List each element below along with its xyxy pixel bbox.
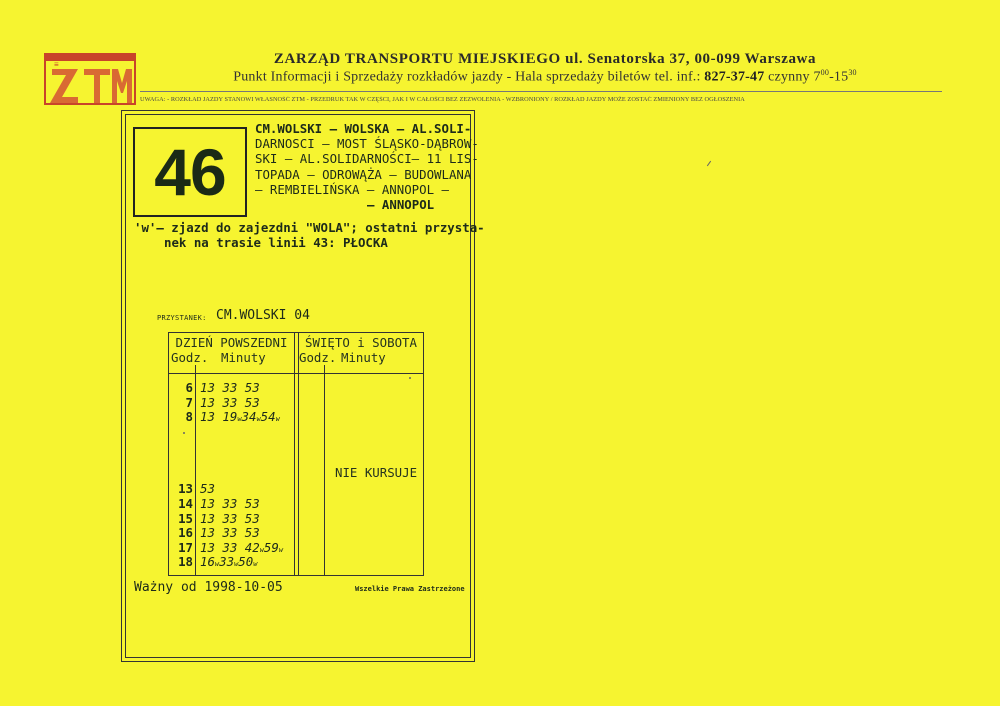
header-info-line	[150, 68, 940, 86]
minute-value: 53	[244, 496, 260, 511]
route-line: – REMBIELIŃSKA – ANNOPOL –	[255, 181, 449, 197]
hour-cell: 15	[178, 510, 193, 526]
minute-value: 33	[222, 496, 238, 511]
minutes-cell	[200, 526, 260, 541]
weekday-minute-header: Minuty	[221, 350, 266, 365]
hour-cell: 16	[178, 525, 193, 540]
minutes-cell	[200, 381, 260, 396]
minute-value: 16	[200, 554, 215, 569]
minute-value: 33	[222, 525, 238, 540]
note-line: 'w'– zjazd do zajezdni "WOLA"; ostatni przysta-	[134, 220, 485, 235]
minute-value: 33	[222, 510, 238, 526]
minute-value: 13	[200, 510, 215, 526]
scan-speck	[409, 377, 411, 379]
svg-text:≡: ≡	[54, 60, 59, 69]
minutes-cell	[200, 512, 260, 527]
header-warning: UWAGA: - ROZKŁAD JAZDY STANOWI WŁASNOŚĆ ZTM - PRZEDRUK TAK W CZĘŚCI, JAK I W CAŁOŚCI BEZ ZEZWOLENIA - WZBRONIONY / ROZKŁAD JAZDY MOŻE ZOSTAĆ ZMIENIONY BEZ OGŁOSZENIA	[140, 96, 745, 103]
minutes-cell	[200, 482, 215, 497]
header-org: ZARZĄD TRANSPORTU MIEJSKIEGO	[273, 51, 561, 67]
minutes-cell	[200, 555, 257, 572]
weekday-hour-header: Godz.	[171, 350, 209, 365]
minute-value: 33	[219, 554, 235, 569]
ztm-logo	[44, 53, 136, 105]
weekday-title: DZIEŃ POWSZEDNI	[175, 335, 288, 350]
header-hours-sup1: 00	[820, 68, 830, 77]
column-divider	[298, 333, 299, 575]
route-line: SKI – AL.SOLIDARNOŚCI– 11 LIS-	[255, 151, 479, 167]
holiday-minute-header: Minuty	[341, 350, 386, 365]
line-number: 46	[154, 135, 226, 209]
route-line: CM.WOLSKI – WOLSKA – AL.SOLI-	[255, 121, 472, 136]
header-divider	[140, 91, 942, 92]
minute-value: 53	[244, 380, 260, 395]
rights-reserved: Wszelkie Prawa Zastrzeżone	[355, 585, 465, 593]
route-line: – ANNOPOL	[367, 197, 435, 213]
route-description	[255, 121, 479, 213]
holiday-note: NIE KURSUJE	[335, 465, 418, 480]
minute-value: 50	[238, 554, 254, 569]
note-line: nek na trasie linii 43: PŁOCKA	[164, 235, 388, 250]
hour-cell: 6	[185, 380, 193, 395]
minutes-cell	[200, 396, 260, 411]
depot-flag: w	[278, 545, 284, 554]
header-hours-mid: -15	[829, 69, 849, 85]
header-phone: 827-37-47	[704, 69, 765, 85]
depot-flag: w	[253, 560, 258, 568]
timetable-table	[168, 332, 424, 576]
header-hours-prefix: czynny 7	[768, 69, 821, 85]
hour-cell: 18	[178, 554, 193, 569]
hour-cell: 17	[178, 539, 193, 555]
minute-value: 59	[263, 539, 279, 555]
hour-cell: 7	[185, 394, 193, 410]
depot-flag: w	[234, 560, 239, 568]
scan-speck	[183, 432, 185, 434]
holiday-hour-header: Godz.	[299, 350, 337, 365]
header-org-line	[150, 51, 940, 68]
minute-value: 53	[244, 510, 260, 526]
minute-value: 54	[260, 409, 276, 424]
minute-value: 42	[244, 539, 260, 555]
minute-value: 33	[222, 394, 238, 410]
minutes-cell	[200, 497, 260, 512]
hour-column-divider	[195, 365, 196, 575]
minute-value: 33	[222, 380, 238, 395]
depot-flag: w	[237, 415, 242, 423]
column-divider	[294, 333, 295, 575]
stop-name: CM.WOLSKI 04	[216, 308, 310, 323]
depot-flag: w	[214, 560, 220, 568]
minute-value: 33	[222, 539, 238, 555]
minute-value: 13	[200, 525, 215, 540]
header-info: Punkt Informacji i Sprzedaży rozkładów jazdy - Hala sprzedaży biletów tel. inf.:	[233, 69, 701, 85]
scan-speck	[707, 161, 711, 166]
minute-value: 13	[200, 380, 215, 395]
minute-value: 13	[200, 409, 215, 424]
hour-cell: 8	[185, 409, 193, 424]
line-number-box	[133, 127, 247, 217]
depot-flag: w	[275, 415, 280, 423]
stop-label: PRZYSTANEK:	[157, 314, 207, 322]
minute-value: 19	[222, 409, 238, 424]
minute-value: 53	[244, 525, 260, 540]
valid-from: Ważny od 1998-10-05	[134, 580, 283, 595]
minute-value: 13	[200, 496, 215, 511]
route-line: TOPADA – ODROWĄŻA – BUDOWLANA	[255, 166, 472, 182]
minute-value: 34	[241, 409, 257, 424]
header-hours-sup2: 30	[848, 68, 857, 77]
depot-flag: w	[256, 415, 261, 423]
minutes-cell	[200, 410, 280, 427]
depot-flag: w	[259, 545, 264, 554]
header-divider-row	[169, 373, 423, 374]
minute-value: 53	[244, 394, 260, 410]
hour-cell: 14	[178, 496, 193, 511]
minute-value: 13	[200, 394, 215, 410]
holiday-title: ŚWIĘTO i SOBOTA	[305, 335, 417, 350]
route-line: DARNOSCI – MOST ŚLĄSKO-DĄBROW-	[255, 136, 479, 152]
hour-column-divider	[324, 365, 325, 575]
minute-value: 13	[200, 539, 215, 555]
hour-cell: 13	[178, 481, 193, 496]
depot-note	[134, 220, 485, 250]
header-address: ul. Senatorska 37, 00-099 Warszawa	[565, 51, 817, 67]
minute-value: 53	[200, 481, 215, 496]
